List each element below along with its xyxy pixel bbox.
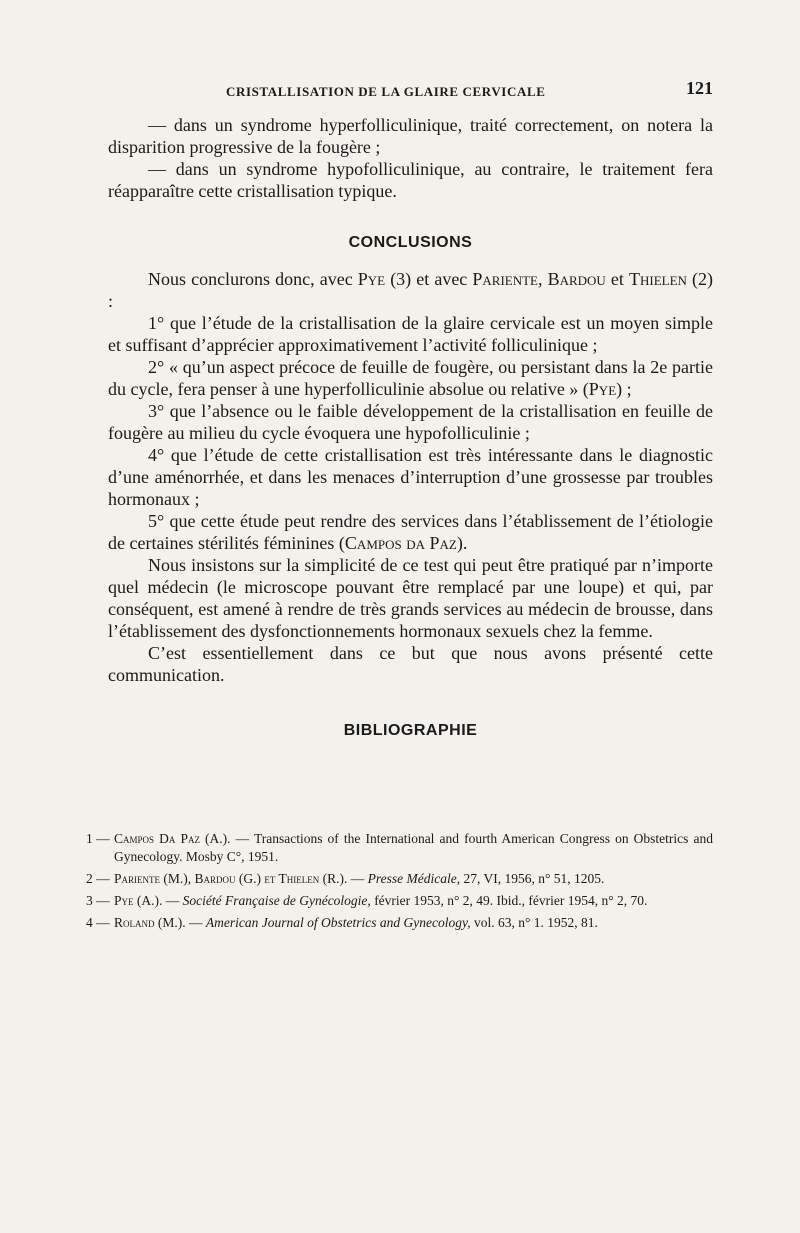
conclusions-paragraph-2: C’est essentiellement dans ce but que nous avons présenté cette communication. xyxy=(108,643,713,685)
conclusion-item-2: 2° « qu’un aspect précoce de feuille de fougère, ou persistant dans la 2e partie du cycle, fera penser à une hyperfolliculinie absolue ou relative » (Pye) ; xyxy=(108,357,713,399)
bibliography-entry: 4 — Roland (M.). — American Journal of Obstetrics and Gynecology, vol. 63, n° 1. 1952, 81. xyxy=(86,915,598,930)
bibliography-entry: 3 — Pye (A.). — Société Française de Gynécologie, février 1953, n° 2, 49. Ibid., février 1954, n° 2, 70. xyxy=(86,893,648,908)
bibliography-entry: 1 — Campos Da Paz (A.). — Transactions of the International and fourth American Congress on Obstetrics and Gynecology. Mosby C°, 1951. xyxy=(86,831,713,864)
conclusions-title: CONCLUSIONS xyxy=(348,234,473,251)
running-head: CRISTALLISATION DE LA GLAIRE CERVICALE xyxy=(226,84,546,99)
page-number: 121 xyxy=(686,78,713,98)
conclusions-lead: Nous conclurons donc, avec Pye (3) et avec Pariente, Bardou et Thielen (2) : xyxy=(108,269,713,311)
bibliography-list xyxy=(86,830,713,936)
conclusion-item-3: 3° que l’absence ou le faible développement de la cristallisation en feuille de fougère au milieu du cycle évoquera une hypofolliculinie ; xyxy=(108,401,713,443)
main-text xyxy=(108,114,713,742)
conclusion-item-1: 1° que l’étude de la cristallisation de la glaire cervicale est un moyen simple et suffisant d’apprécier approximativement l’activité folliculinique ; xyxy=(108,313,713,355)
intro-paragraph-1: — dans un syndrome hyperfolliculinique, traité correctement, on notera la disparition progressive de la fougère ; xyxy=(108,115,713,157)
conclusions-paragraph-1: Nous insistons sur la simplicité de ce test qui peut être pratiqué par n’importe quel médecin (le microscope pouvant être remplacé par une loupe) et qui, par conséquent, est amené à rendre de très grands services au médecin de brousse, dans l’établissement des dysfonctionnements hormonaux sexuels chez la femme. xyxy=(108,555,713,641)
page-header xyxy=(108,78,713,104)
conclusion-item-5: 5° que cette étude peut rendre des services dans l’établissement de l’étiologie de certaines stérilités féminines (Campos da Paz). xyxy=(108,511,713,553)
bibliography-title: BIBLIOGRAPHIE xyxy=(343,722,478,739)
bibliography-entry: 2 — Pariente (M.), Bardou (G.) et Thielen (R.). — Presse Médicale, 27, VI, 1956, n° 51, 1205. xyxy=(86,871,605,886)
intro-paragraph-2: — dans un syndrome hypofolliculinique, au contraire, le traitement fera réapparaître cette cristallisation typique. xyxy=(108,159,713,201)
conclusion-item-4: 4° que l’étude de cette cristallisation est très intéressante dans le diagnostic d’une aménorrhée, et dans les menaces d’interruption d’une grossesse par troubles hormonaux ; xyxy=(108,445,713,509)
